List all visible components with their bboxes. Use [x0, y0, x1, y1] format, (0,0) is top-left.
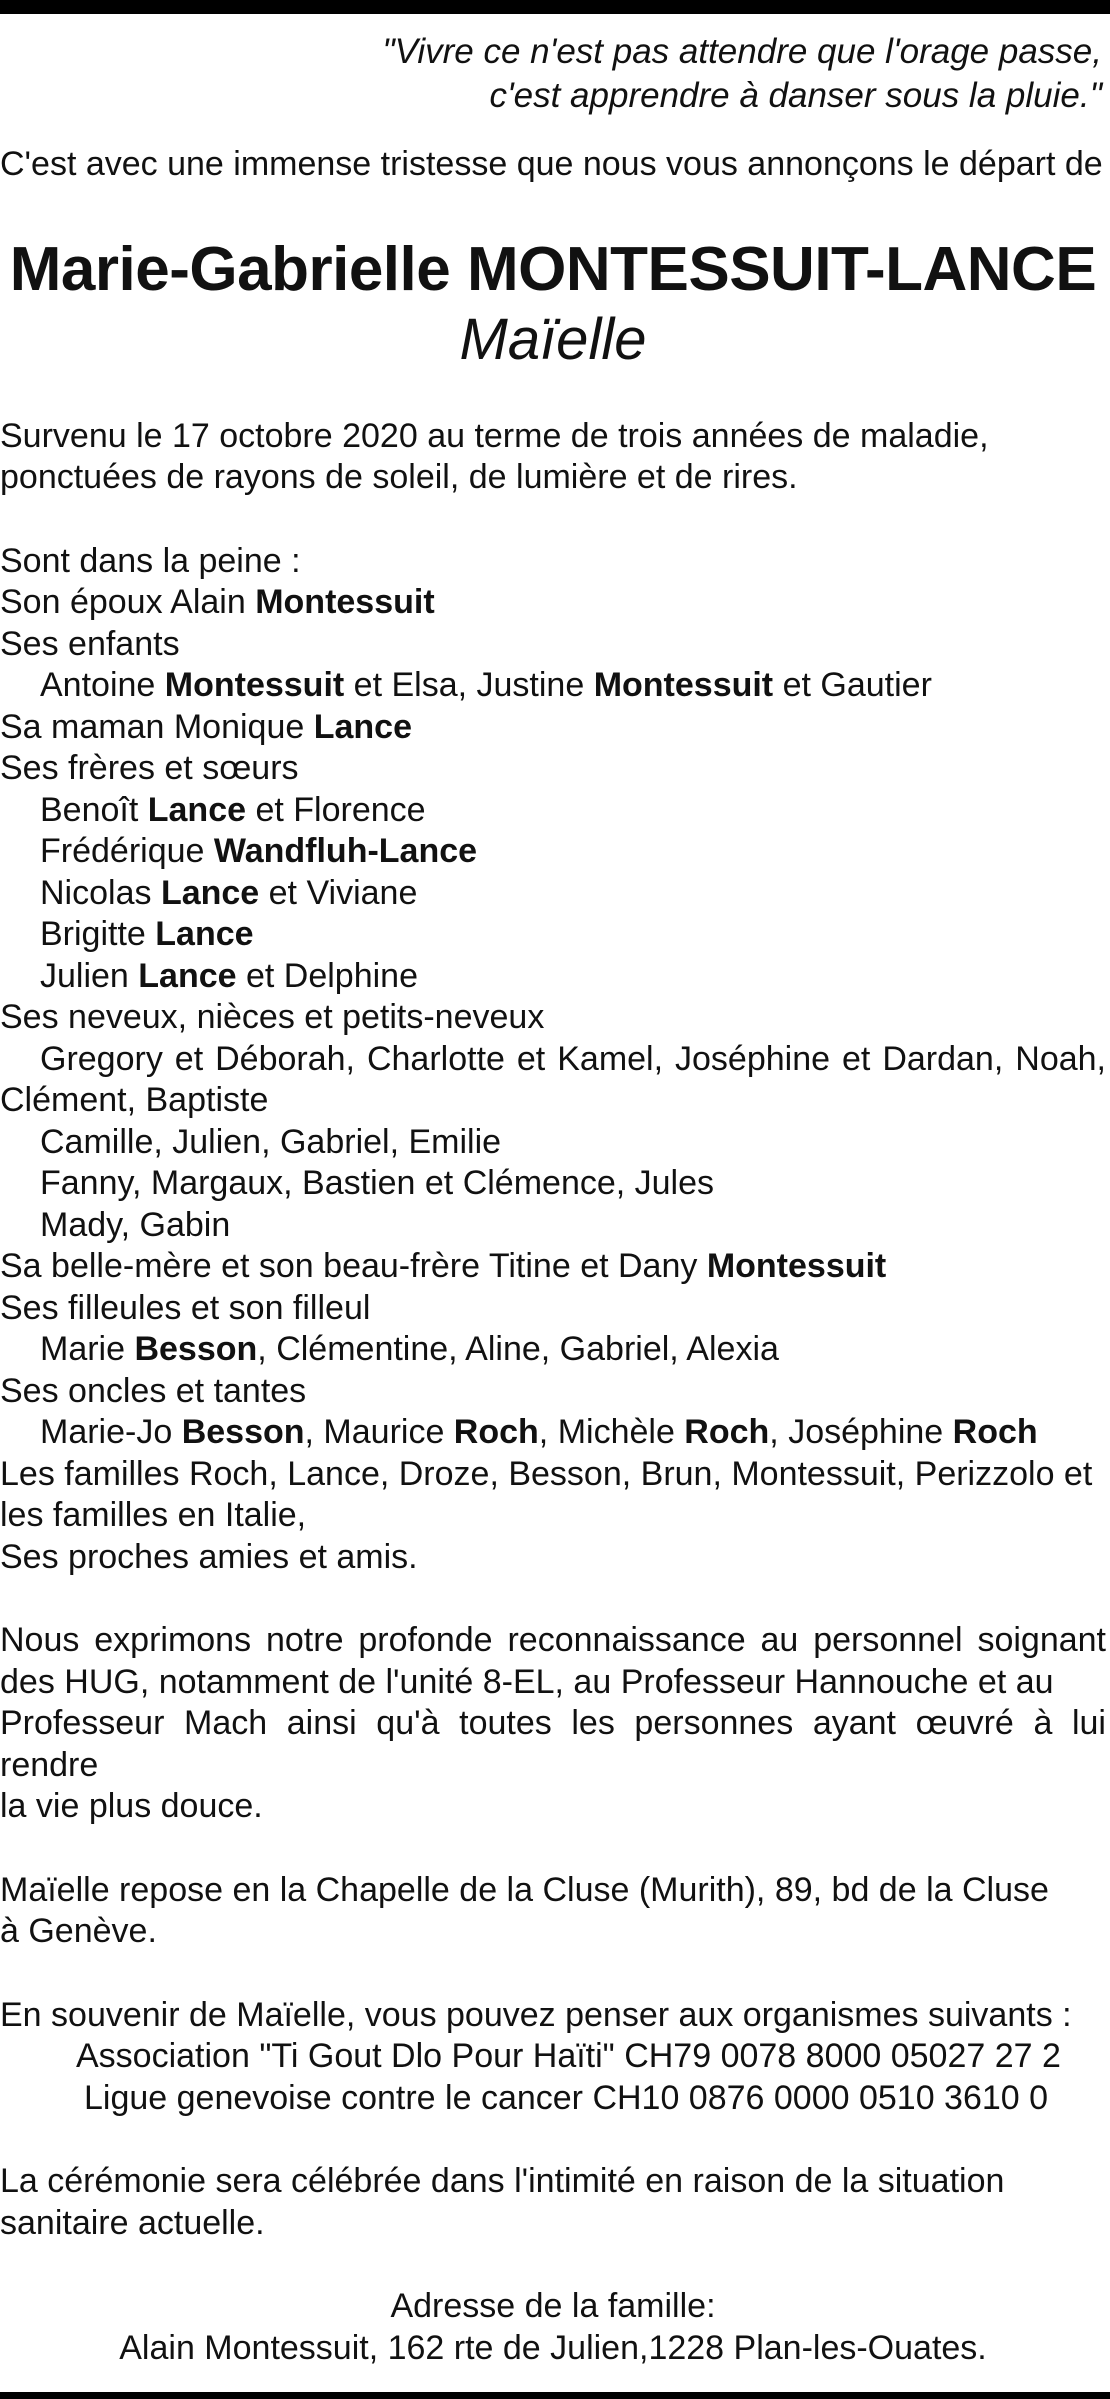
death-notice	[0, 416, 1106, 499]
person-name: et Delphine	[236, 956, 419, 995]
person-name: , Joséphine	[769, 1413, 953, 1451]
donation-organization: Ligue genevoise contre le cancer CH10 0876 0000 0510 3610 0	[84, 2078, 1049, 2117]
text-line: Nous exprimons notre profonde reconnaissance au personnel soignant	[0, 1621, 1106, 1659]
quote-line: "Vivre ce n'est pas attendre que l'orage passe,	[382, 32, 1102, 71]
person-name: Brigitte	[40, 915, 156, 953]
uncles-line	[0, 1412, 1106, 1454]
sibling-line	[0, 831, 1106, 873]
children-line	[0, 665, 1106, 707]
person-name: et Viviane	[259, 873, 418, 912]
surname: Lance	[155, 915, 254, 953]
nephews-line: Mady, Gabin	[40, 1205, 231, 1244]
nephews-line-continued: Clément, Baptiste	[0, 1081, 269, 1119]
sibling-line	[0, 914, 1106, 956]
person-name: , Michèle	[538, 1413, 685, 1451]
inlaws-line	[0, 1246, 1106, 1288]
donation-organization: Association "Ti Gout Dlo Pour Haïti" CH79 0078 8000 05027 27 2	[76, 2037, 1061, 2075]
sibling-line	[0, 956, 1106, 998]
person-name: Marie	[40, 1330, 135, 1368]
godchildren-heading: Ses filleules et son filleul	[0, 1288, 371, 1327]
person-name: Marie-Jo	[40, 1413, 182, 1451]
text-line: Maïelle repose en la Chapelle de la Cluse (Murith), 89, bd de la Cluse	[0, 1870, 1049, 1909]
deceased-full-name: Marie-Gabrielle MONTESSUIT-LANCE	[9, 234, 1097, 304]
surname: Besson	[134, 1330, 258, 1368]
mourners-heading: Sont dans la peine :	[0, 541, 301, 580]
family-address	[0, 2286, 1106, 2369]
announcement-intro: C'est avec une immense tristesse que nous vous annonçons le départ de	[0, 145, 1103, 183]
deceased-nickname: Maïelle	[459, 306, 647, 372]
surname: Besson	[181, 1413, 305, 1451]
top-rule	[0, 0, 1110, 14]
person-name: Nicolas	[40, 873, 161, 912]
surname: Roch	[453, 1413, 539, 1451]
person-name: , Clémentine, Aline, Gabriel, Alexia	[257, 1330, 779, 1368]
person-name: et Florence	[246, 790, 426, 829]
surname: Montessuit	[164, 666, 345, 704]
person-name: Benoît	[40, 790, 148, 829]
surname: Wandfluh-Lance	[213, 832, 478, 870]
surname: Montessuit	[706, 1247, 887, 1285]
ceremony-notice	[0, 2161, 1106, 2244]
address-text: Alain Montessuit, 162 rte de Julien,1228 Plan-les-Ouates.	[119, 2328, 987, 2367]
surname: Lance	[313, 707, 412, 746]
nephews-heading: Ses neveux, nièces et petits-neveux	[0, 998, 545, 1036]
resting-place	[0, 1870, 1106, 1953]
text-line: Survenu le 17 octobre 2020 au terme de trois années de maladie,	[0, 416, 989, 455]
relation-text: Sa belle-mère et son beau-frère Titine et Dany	[0, 1247, 707, 1285]
nephews-line: Gregory et Déborah, Charlotte et Kamel, Joséphine et Dardan, Noah,	[40, 1039, 1106, 1078]
surname: Roch	[952, 1413, 1038, 1451]
person-name: , Maurice	[304, 1413, 454, 1451]
siblings-heading: Ses frères et sœurs	[0, 749, 299, 787]
godchildren-line	[0, 1329, 1106, 1371]
spouse-line	[0, 582, 1106, 624]
text-line: sanitaire actuelle.	[0, 2203, 265, 2242]
epigraph-quote	[0, 30, 1106, 118]
children-heading: Ses enfants	[0, 624, 180, 663]
nephews-line: Camille, Julien, Gabriel, Emilie	[40, 1122, 502, 1161]
surname: Montessuit	[593, 666, 774, 704]
quote-line: c'est apprendre à danser sous la pluie."	[489, 76, 1102, 115]
person-name: et Elsa, Justine	[344, 666, 594, 704]
text-line: la vie plus douce.	[0, 1787, 263, 1825]
families-line: les familles en Italie,	[0, 1496, 307, 1534]
text-line: des HUG, notamment de l'unité 8-EL, au Professeur Hannouche et au	[0, 1662, 1054, 1701]
friends-line: Ses proches amies et amis.	[0, 1537, 418, 1576]
address-heading: Adresse de la famille:	[390, 2287, 716, 2325]
sibling-line	[0, 790, 1106, 832]
relation-text: Son époux Alain	[0, 583, 256, 621]
obituary-notice	[0, 30, 1106, 2369]
mother-line	[0, 707, 1106, 749]
surname: Montessuit	[255, 583, 435, 621]
text-line: ponctuées de rayons de soleil, de lumière et de rires.	[0, 458, 798, 496]
nephews-line: Fanny, Margaux, Bastien et Clémence, Jules	[40, 1164, 715, 1202]
surname: Lance	[160, 873, 260, 912]
uncles-heading: Ses oncles et tantes	[0, 1371, 307, 1410]
text-line: à Genève.	[0, 1912, 157, 1950]
thanks-paragraph	[0, 1620, 1106, 1828]
person-name: Antoine	[40, 666, 165, 704]
person-name: Julien	[40, 956, 139, 995]
bottom-rule	[0, 2392, 1110, 2399]
person-name: et Gautier	[773, 666, 932, 704]
person-name: Frédérique	[40, 832, 214, 870]
families-line: Les familles Roch, Lance, Droze, Besson, Brun, Montessuit, Perizzolo et	[0, 1454, 1093, 1493]
text-line: La cérémonie sera célébrée dans l'intimité en raison de la situation	[0, 2162, 1005, 2200]
text-line: Professeur Mach ainsi qu'à toutes les personnes ayant œuvré à lui rendre	[0, 1704, 1106, 1784]
surname: Roch	[684, 1413, 770, 1451]
relation-text: Sa maman Monique	[0, 707, 314, 746]
surname: Lance	[147, 790, 247, 829]
surname: Lance	[138, 956, 237, 995]
donations-intro: En souvenir de Maïelle, vous pouvez penser aux organismes suivants :	[0, 1995, 1072, 2034]
sibling-line	[0, 873, 1106, 915]
donations	[0, 1995, 1106, 2120]
mourners-list	[0, 541, 1106, 1579]
